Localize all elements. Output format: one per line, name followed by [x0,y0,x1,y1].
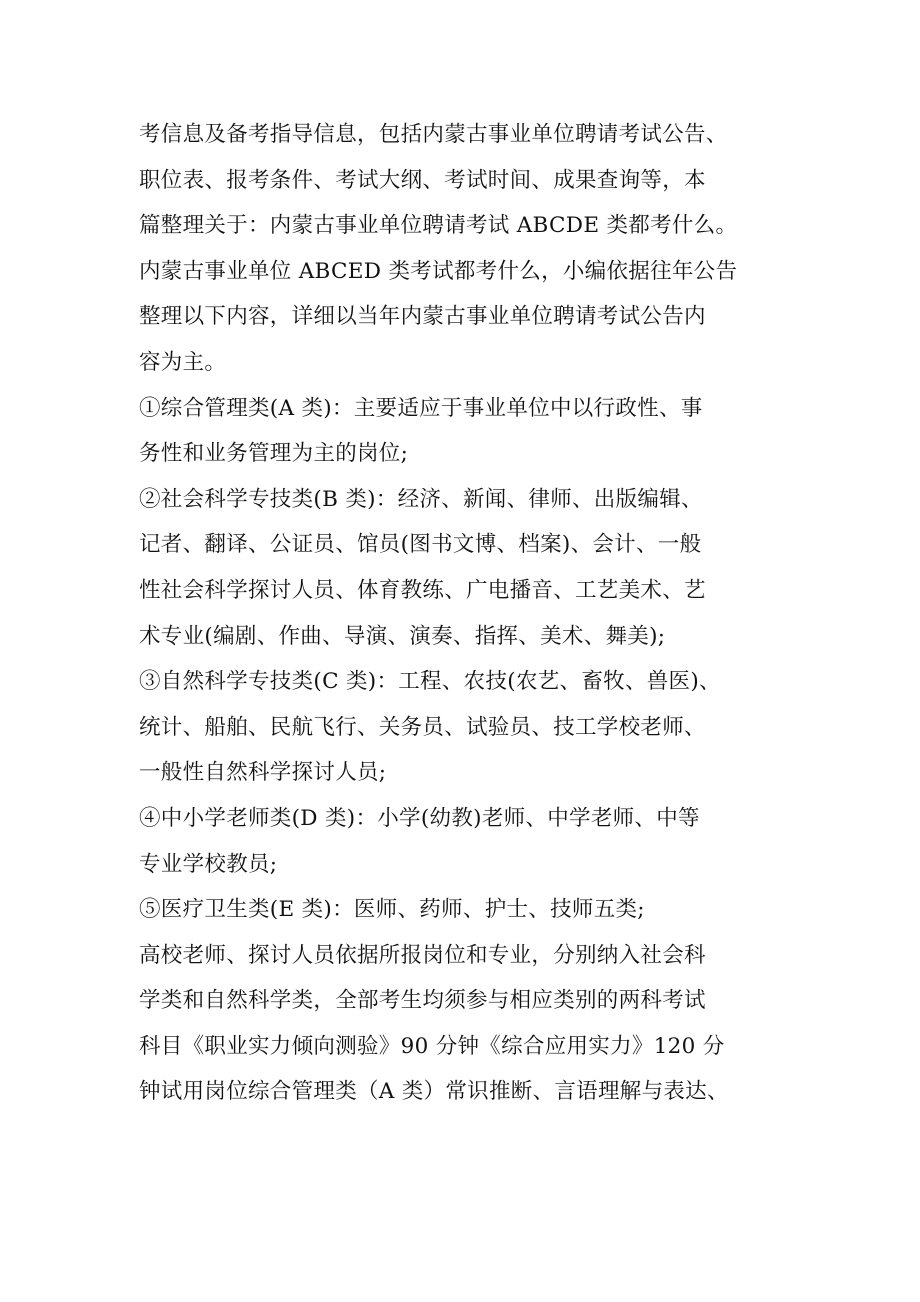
text-line: 专业学校教员; [139,851,278,877]
text-line: 高校老师、探讨人员依据所报岗位和专业，分别纳入社会科 [139,942,706,968]
text-line: 钟试用岗位综合管理类（A 类）常识推断、言语理解与表达、 [139,1079,729,1105]
text-line: 统计、船舶、民航飞行、关务员、试验员、技工学校老师、 [139,714,706,740]
text-line: 务性和业务管理为主的岗位; [139,441,409,467]
text-line: ②社会科学专技类(B 类)：经济、新闻、律师、出版编辑、 [139,486,703,512]
text-line: 术专业(编剧、作曲、导演、演奏、指挥、美术、舞美); [139,623,666,649]
text-line: 内蒙古事业单位 ABCED 类考试都考什么，小编依据往年公告 [139,258,738,284]
text-line: ⑤医疗卫生类(E 类)：医师、药师、护士、技师五类; [139,897,645,923]
document-body [139,112,809,1115]
text-line: 学类和自然科学类，全部考生均须参与相应类别的两科考试 [139,988,706,1014]
text-line: ④中小学老师类(D 类)：小学(幼教)老师、中学老师、中等 [139,805,700,831]
text-line: 职位表、报考条件、考试大纲、考试时间、成果查询等，本 [139,167,706,193]
text-line: 整理以下内容，详细以当年内蒙古事业单位聘请考试公告内 [139,304,706,330]
text-line: 科目《职业实力倾向测验》90 分钟《综合应用实力》120 分 [139,1033,725,1059]
text-line: 一般性自然科学探讨人员; [139,760,387,786]
text-line: 容为主。 [139,349,227,375]
text-line: ③自然科学专技类(C 类)：工程、农技(农艺、畜牧、兽医)、 [139,669,721,695]
text-line: 篇整理关于：内蒙古事业单位聘请考试 ABCDE 类都考什么。 [139,213,738,239]
text-line: 记者、翻译、公证员、馆员(图书文博、档案)、会计、一般 [139,532,702,558]
text-line: 性社会科学探讨人员、体育教练、广电播音、工艺美术、艺 [139,577,706,603]
text-line: ①综合管理类(A 类)：主要适应于事业单位中以行政性、事 [139,395,703,421]
text-line: 考信息及备考指导信息，包括内蒙古事业单位聘请考试公告、 [139,122,728,147]
